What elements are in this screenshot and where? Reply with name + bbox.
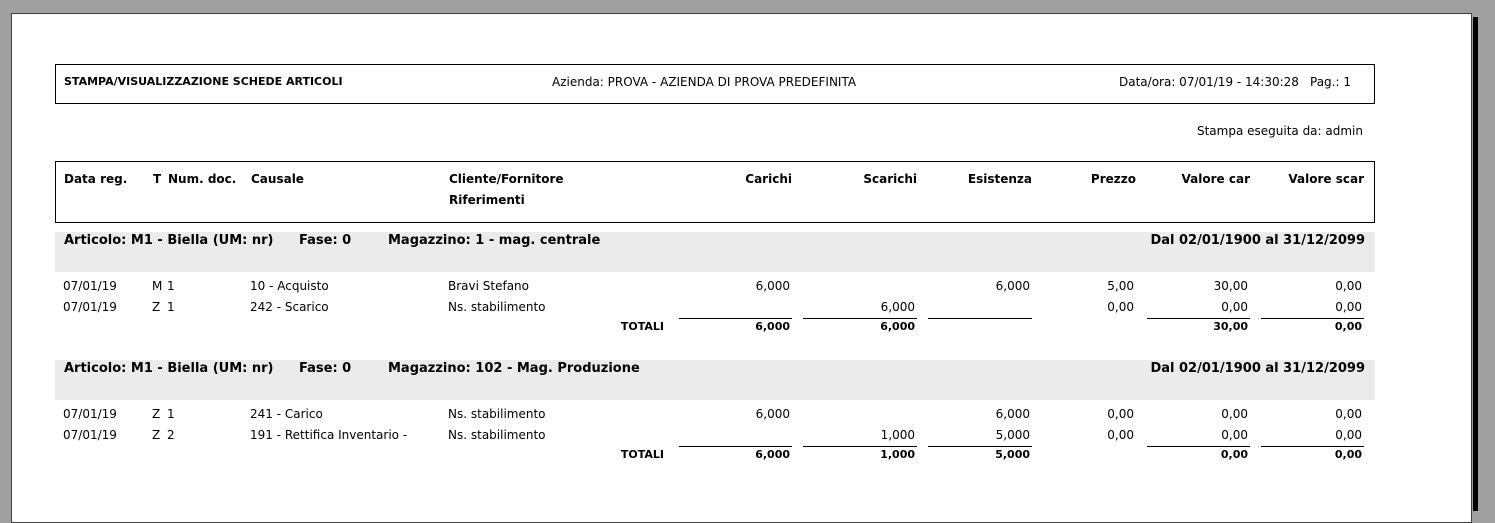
totals-label: TOTALI bbox=[620, 320, 664, 333]
total-carichi: 6,000 bbox=[755, 448, 790, 461]
group-articolo: Articolo: M1 - Biella (UM: nr) bbox=[64, 233, 274, 248]
report-page bbox=[11, 13, 1472, 523]
total-valore-car: 30,00 bbox=[1213, 320, 1248, 333]
cell-data: 07/01/19 bbox=[63, 279, 117, 293]
group-periodo: Dal 02/01/1900 al 31/12/2099 bbox=[1150, 361, 1365, 376]
cell-esistenza: 6,000 bbox=[995, 279, 1030, 293]
page-shadow bbox=[1473, 17, 1478, 511]
cell-esistenza: 5,000 bbox=[995, 428, 1030, 442]
col-carichi: Carichi bbox=[745, 172, 792, 186]
cell-num: 2 bbox=[167, 428, 175, 442]
total-valore-scar: 0,00 bbox=[1334, 448, 1362, 461]
cell-cliente: Ns. stabilimento bbox=[448, 300, 546, 314]
cell-prezzo: 0,00 bbox=[1107, 407, 1134, 421]
total-valore-scar: 0,00 bbox=[1334, 320, 1362, 333]
total-valore-car: 0,00 bbox=[1220, 448, 1248, 461]
total-carichi: 6,000 bbox=[755, 320, 790, 333]
report-header bbox=[55, 64, 1375, 104]
col-prezzo: Prezzo bbox=[1090, 172, 1136, 186]
cell-causale: 191 - Rettifica Inventario - bbox=[250, 428, 408, 442]
group-header bbox=[55, 360, 1375, 400]
cell-prezzo: 5,00 bbox=[1107, 279, 1134, 293]
column-headers bbox=[55, 161, 1375, 223]
printed-by: Stampa eseguita da: admin bbox=[1196, 124, 1363, 138]
cell-scarichi: 6,000 bbox=[880, 300, 915, 314]
col-valore-car: Valore car bbox=[1181, 172, 1250, 186]
cell-t: Z bbox=[152, 300, 161, 314]
total-rule bbox=[803, 446, 917, 447]
cell-valore-car: 0,00 bbox=[1221, 407, 1248, 421]
cell-valore-car: 0,00 bbox=[1221, 428, 1248, 442]
cell-valore-scar: 0,00 bbox=[1335, 279, 1362, 293]
col-num-doc: Num. doc. bbox=[168, 172, 237, 186]
group-periodo: Dal 02/01/1900 al 31/12/2099 bbox=[1150, 233, 1365, 248]
col-data-reg: Data reg. bbox=[64, 172, 128, 186]
cell-valore-scar: 0,00 bbox=[1335, 407, 1362, 421]
cell-causale: 10 - Acquisto bbox=[250, 279, 329, 293]
cell-valore-scar: 0,00 bbox=[1335, 428, 1362, 442]
cell-data: 07/01/19 bbox=[63, 428, 117, 442]
total-scarichi: 6,000 bbox=[880, 320, 915, 333]
totals-label: TOTALI bbox=[620, 448, 664, 461]
cell-carichi: 6,000 bbox=[755, 407, 790, 421]
total-rule bbox=[1147, 446, 1250, 447]
group-header bbox=[55, 232, 1375, 272]
cell-causale: 242 - Scarico bbox=[250, 300, 329, 314]
group-fase: Fase: 0 bbox=[299, 361, 352, 376]
cell-t: M bbox=[152, 279, 163, 293]
col-causale: Causale bbox=[251, 172, 304, 186]
group-articolo: Articolo: M1 - Biella (UM: nr) bbox=[64, 361, 274, 376]
report-title: STAMPA/VISUALIZZAZIONE SCHEDE ARTICOLI bbox=[64, 75, 343, 88]
cell-valore-car: 30,00 bbox=[1213, 279, 1248, 293]
cell-valore-scar: 0,00 bbox=[1335, 300, 1362, 314]
company-name: Azienda: PROVA - AZIENDA DI PROVA PREDEFINITA bbox=[552, 75, 857, 89]
col-scarichi: Scarichi bbox=[863, 172, 917, 186]
group-fase: Fase: 0 bbox=[299, 233, 352, 248]
total-rule bbox=[679, 446, 792, 447]
total-rule bbox=[1147, 318, 1250, 319]
total-esistenza: 5,000 bbox=[995, 448, 1030, 461]
cell-num: 1 bbox=[167, 407, 175, 421]
cell-carichi: 6,000 bbox=[755, 279, 790, 293]
cell-t: Z bbox=[152, 407, 161, 421]
col-riferimenti: Riferimenti bbox=[449, 193, 525, 207]
cell-esistenza: 6,000 bbox=[995, 407, 1030, 421]
col-cliente: Cliente/Fornitore bbox=[449, 172, 564, 186]
cell-num: 1 bbox=[167, 300, 175, 314]
cell-causale: 241 - Carico bbox=[250, 407, 323, 421]
col-valore-scar: Valore scar bbox=[1288, 172, 1364, 186]
cell-t: Z bbox=[152, 428, 161, 442]
col-t: T bbox=[153, 172, 162, 186]
total-scarichi: 1,000 bbox=[880, 448, 915, 461]
cell-scarichi: 1,000 bbox=[880, 428, 915, 442]
total-rule bbox=[803, 318, 917, 319]
total-rule bbox=[928, 318, 1032, 319]
cell-data: 07/01/19 bbox=[63, 300, 117, 314]
cell-prezzo: 0,00 bbox=[1107, 428, 1134, 442]
cell-data: 07/01/19 bbox=[63, 407, 117, 421]
group-magazzino: Magazzino: 1 - mag. centrale bbox=[388, 233, 601, 248]
group-magazzino: Magazzino: 102 - Mag. Produzione bbox=[388, 361, 640, 376]
cell-cliente: Ns. stabilimento bbox=[448, 428, 546, 442]
total-rule bbox=[928, 446, 1032, 447]
cell-valore-car: 0,00 bbox=[1221, 300, 1248, 314]
page-number: Pag.: 1 bbox=[1310, 75, 1351, 89]
total-rule bbox=[1261, 318, 1364, 319]
col-esistenza: Esistenza bbox=[967, 172, 1032, 186]
total-rule bbox=[1261, 446, 1364, 447]
report-datetime: Data/ora: 07/01/19 - 14:30:28 bbox=[1119, 75, 1299, 89]
cell-prezzo: 0,00 bbox=[1107, 300, 1134, 314]
cell-cliente: Bravi Stefano bbox=[448, 279, 529, 293]
cell-num: 1 bbox=[167, 279, 175, 293]
cell-cliente: Ns. stabilimento bbox=[448, 407, 546, 421]
total-rule bbox=[679, 318, 792, 319]
